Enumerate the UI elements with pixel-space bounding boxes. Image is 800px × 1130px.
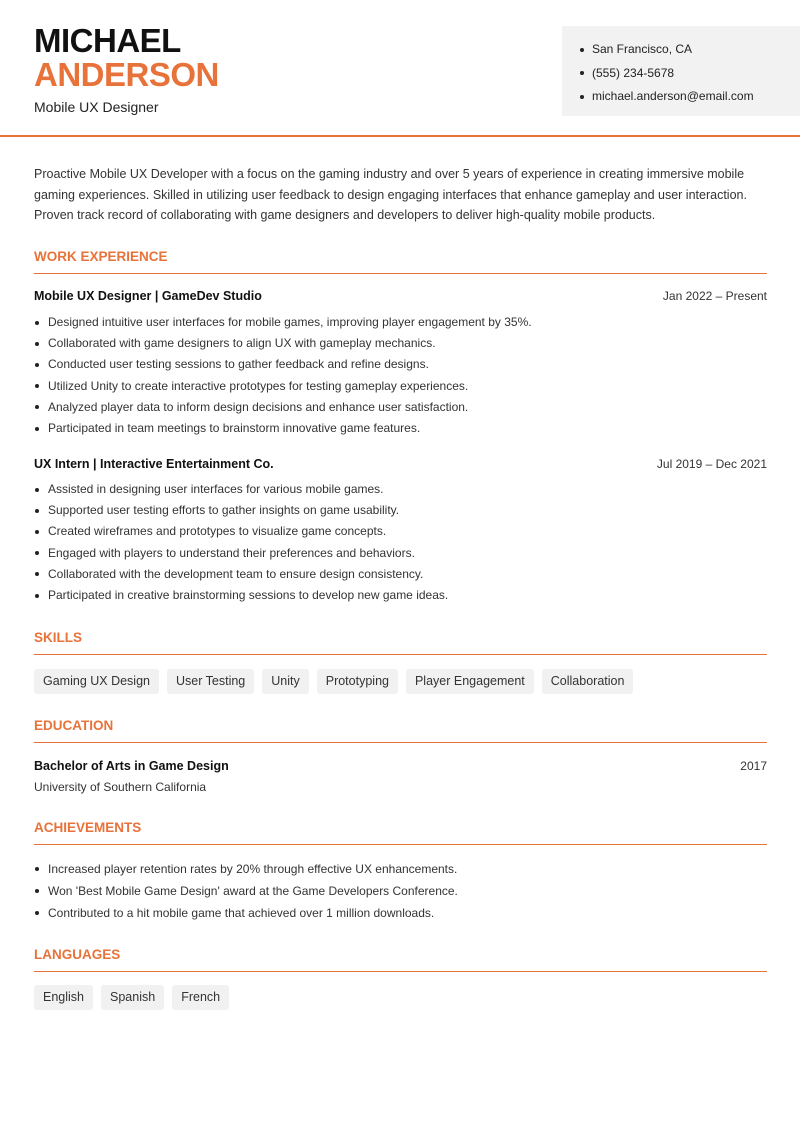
section-title-education: EDUCATION: [34, 718, 767, 743]
graduation-year: 2017: [740, 759, 767, 773]
section-title-achievements: ACHIEVEMENTS: [34, 820, 767, 845]
bullet-icon: [35, 384, 39, 388]
job-bullets: [34, 312, 767, 439]
list-item: Collaborated with the development team to ensure design consistency.: [34, 564, 767, 585]
bullet-icon: [35, 342, 39, 346]
bullet-icon: [35, 321, 39, 325]
list-item: Designed intuitive user interfaces for mobile games, improving player engagement by 35%.: [34, 312, 767, 333]
bullet-icon: [35, 572, 39, 576]
job-bullets: [34, 479, 767, 606]
summary: Proactive Mobile UX Developer with a focus on the gaming industry and over 5 years of experience in creating immersive mobile gaming experiences. Skilled in utilizing user feedback to design engaging interfaces that enhance gameplay and user interaction. Proven track record of collaborating with game designers and developers to deliver high-quality mobile products.: [34, 167, 747, 222]
list-item: Won 'Best Mobile Game Design' award at the Game Developers Conference.: [34, 880, 767, 902]
bullet-icon: [35, 911, 39, 915]
bullet-icon: [580, 48, 584, 52]
bullet-icon: [35, 427, 39, 431]
skill-tag: Player Engagement: [406, 669, 534, 694]
list-item: Contributed to a hit mobile game that achieved over 1 million downloads.: [34, 902, 767, 924]
bullet-icon: [35, 405, 39, 409]
contact-phone: (555) 234-5678: [580, 62, 800, 86]
bullet-icon: [35, 889, 39, 893]
skills-tags: [34, 669, 633, 694]
contact-location: San Francisco, CA: [580, 38, 800, 62]
skill-tag: User Testing: [167, 669, 254, 694]
job-title: UX Intern | Interactive Entertainment Co.: [34, 457, 274, 471]
job-date: Jul 2019 – Dec 2021: [656, 457, 767, 471]
bullet-icon: [35, 363, 39, 367]
job-role: Mobile UX Designer: [34, 99, 159, 115]
section-title-languages: LANGUAGES: [34, 947, 767, 972]
list-item: Increased player retention rates by 20% through effective UX enhancements.: [34, 858, 767, 880]
degree: Bachelor of Arts in Game Design: [34, 759, 229, 773]
list-item: Collaborated with game designers to align UX with gameplay mechanics.: [34, 333, 767, 354]
bullet-icon: [580, 71, 584, 75]
job-title: Mobile UX Designer | GameDev Studio: [34, 289, 262, 303]
contact-email: michael.anderson@email.com: [580, 85, 800, 109]
language-tag: French: [172, 985, 229, 1010]
language-tag: Spanish: [101, 985, 164, 1010]
list-item: Analyzed player data to inform design decisions and enhance user satisfaction.: [34, 397, 767, 418]
languages-tags: [34, 985, 229, 1010]
skill-tag: Gaming UX Design: [34, 669, 159, 694]
bullet-icon: [35, 551, 39, 555]
list-item: Assisted in designing user interfaces for various mobile games.: [34, 479, 767, 500]
section-title-work: WORK EXPERIENCE: [34, 249, 767, 274]
list-item: Participated in creative brainstorming sessions to develop new game ideas.: [34, 585, 767, 606]
list-item: Participated in team meetings to brainstorm innovative game features.: [34, 418, 767, 439]
job-date: Jan 2022 – Present: [662, 289, 767, 303]
section-title-skills: SKILLS: [34, 630, 767, 655]
bullet-icon: [35, 488, 39, 492]
skill-tag: Collaboration: [542, 669, 634, 694]
list-item: Engaged with players to understand their preferences and behaviors.: [34, 543, 767, 564]
bullet-icon: [35, 867, 39, 871]
skill-tag: Unity: [262, 669, 308, 694]
bullet-icon: [35, 594, 39, 598]
skill-tag: Prototyping: [317, 669, 398, 694]
list-item: Utilized Unity to create interactive prototypes for testing gameplay experiences.: [34, 376, 767, 397]
list-item: Created wireframes and prototypes to visualize game concepts.: [34, 521, 767, 542]
language-tag: English: [34, 985, 93, 1010]
last-name: ANDERSON: [34, 56, 219, 93]
first-name: MICHAEL: [34, 22, 181, 59]
bullet-icon: [35, 530, 39, 534]
school: University of Southern California: [34, 780, 207, 794]
list-item: Conducted user testing sessions to gather feedback and refine designs.: [34, 354, 767, 375]
contact-box: [562, 26, 800, 116]
bullet-icon: [35, 509, 39, 513]
resume-header: [0, 0, 800, 137]
bullet-icon: [580, 95, 584, 99]
list-item: Supported user testing efforts to gather insights on game usability.: [34, 500, 767, 521]
achievements-list: [34, 858, 767, 924]
